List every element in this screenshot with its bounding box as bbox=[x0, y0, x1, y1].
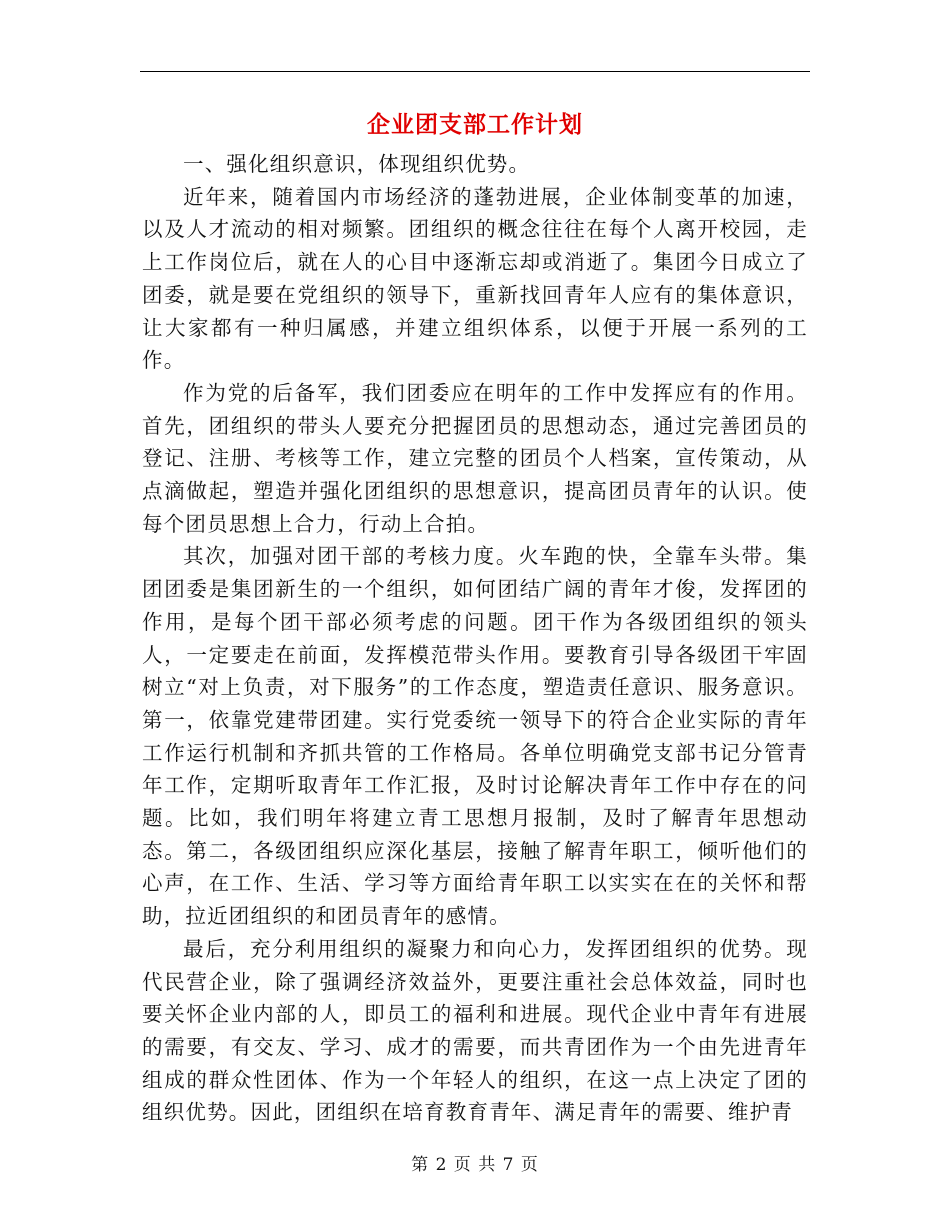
header-rule bbox=[140, 71, 810, 72]
paragraph: 其次，加强对团干部的考核力度。火车跑的快，全靠车头带。集团团委是集团新生的一个组织，如何团结广阔的青年才俊，发挥团的作用，是每个团干部必须考虑的问题。团干作为各级团组织的领头人，一定要走在前面，发挥模范带头作用。要教育引导各级团干牢固树立“对上负责，对下服务”的工作态度，塑造责任意识、服务意识。第一，依靠党建带团建。实行党委统一领导下的符合企业实际的青年工作运行机制和齐抓共管的工作格局。各单位明确党支部书记分管青年工作，定期听取青年工作汇报，及时讨论解决青年工作中存在的问题。比如，我们明年将建立青工思想月报制，及时了解青年思想动态。第二，各级团组织应深化基层，接触了解青年职工，倾听他们的心声，在工作、生活、学习等方面给青年职工以实实在在的关怀和帮助，拉近团组织的和团员青年的感情。 bbox=[142, 544, 808, 929]
paragraph: 作为党的后备军，我们团委应在明年的工作中发挥应有的作用。首先，团组织的带头人要充分把握团员的思想动态，通过完善团员的登记、注册、考核等工作，建立完整的团员个人档案，宣传策动，从点滴做起，塑造并强化团组织的思想意识，提高团员青年的认识。使每个团员思想上合力，行动上合拍。 bbox=[142, 380, 808, 536]
document-title: 企业团支部工作计划 bbox=[367, 111, 583, 138]
document-body bbox=[142, 148, 808, 1129]
paragraph-section-heading: 一、强化组织意识，体现组织优势。 bbox=[183, 152, 531, 176]
paragraph: 近年来，随着国内市场经济的蓬勃进展，企业体制变革的加速，以及人才流动的相对频繁。团组织的概念往往在每个人离开校园，走上工作岗位后，就在人的心目中逐渐忘却或消逝了。集团今日成立了团委，就是要在党组织的领导下，重新找回青年人应有的集体意识，让大家都有一种归属感，并建立组织体系，以便于开展一系列的工作。 bbox=[142, 184, 808, 373]
paragraph: 最后，充分利用组织的凝聚力和向心力，发挥团组织的优势。现代民营企业，除了强调经济效益外，更要注重社会总体效益，同时也要关怀企业内部的人，即员工的福利和进展。现代企业中青年有进展的需要，有交友、学习、成才的需要，而共青团作为一个由先进青年组成的群众性团体、作为一个年轻人的组织，在这一点上决定了团的组织优势。因此，团组织在培育教育青年、满足青年的需要、维护青 bbox=[142, 936, 808, 1125]
page-footer: 第 2 页 共 7 页 bbox=[411, 1155, 539, 1175]
